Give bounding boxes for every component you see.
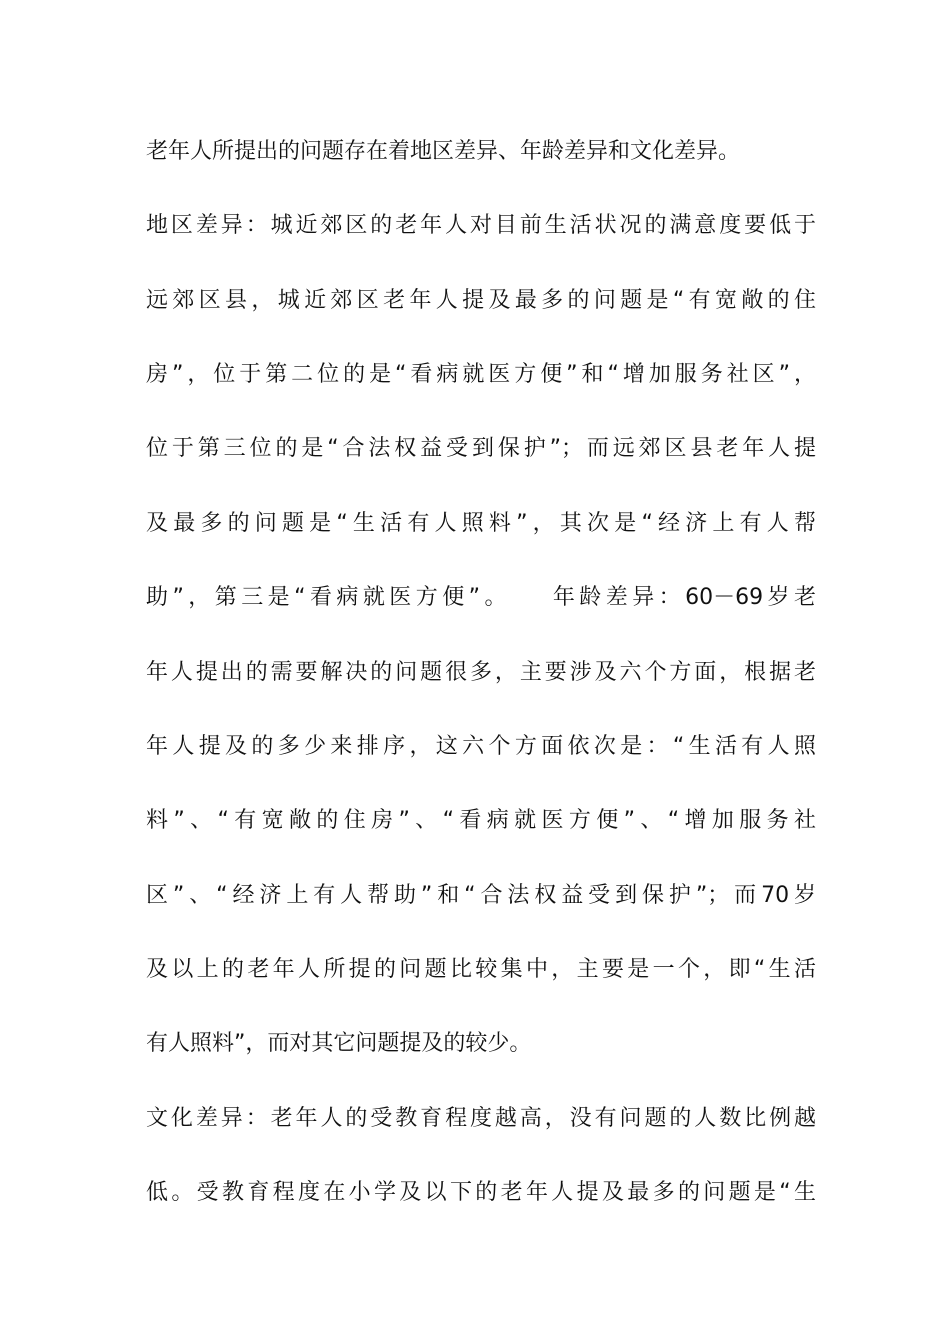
paragraph-line-13: 有人照料”，而对其它问题提及的较少。 (146, 1031, 532, 1056)
paragraph-line-6: 及最多的问题是“生活有人照料”，其次是“经济上有人帮 (146, 511, 816, 536)
paragraph-line-9: 年人提及的多少来排序，这六个方面依次是：“生活有人照 (146, 734, 816, 759)
paragraph-line-10: 料”、“有宽敞的住房”、“看病就医方便”、“增加服务社 (146, 808, 816, 833)
paragraph-line-2: 地区差异：城近郊区的老年人对目前生活状况的满意度要低于 (146, 213, 816, 238)
paragraph-line-7: 助”，第三是“看病就医方便”。 年龄差异：60－69岁老 (146, 585, 816, 610)
paragraph-line-14: 文化差异：老年人的受教育程度越高，没有问题的人数比例越 (146, 1106, 816, 1131)
paragraph-line-12: 及以上的老年人所提的问题比较集中，主要是一个，即“生活 (146, 957, 816, 982)
paragraph-line-15: 低。受教育程度在小学及以下的老年人提及最多的问题是“生 (146, 1180, 816, 1205)
paragraph-line-4: 房”，位于第二位的是“看病就医方便”和“增加服务社区”， (146, 362, 816, 387)
paragraph-line-11: 区”、“经济上有人帮助”和“合法权益受到保护”；而70岁 (146, 883, 816, 908)
paragraph-line-5: 位于第三位的是“合法权益受到保护”；而远郊区县老年人提 (146, 436, 816, 461)
paragraph-line-3: 远郊区县，城近郊区老年人提及最多的问题是“有宽敞的住 (146, 288, 816, 313)
paragraph-line-1: 老年人所提出的问题存在着地区差异、年龄差异和文化差异。 (146, 139, 741, 164)
paragraph-line-8: 年人提出的需要解决的问题很多，主要涉及六个方面，根据老 (146, 660, 816, 685)
